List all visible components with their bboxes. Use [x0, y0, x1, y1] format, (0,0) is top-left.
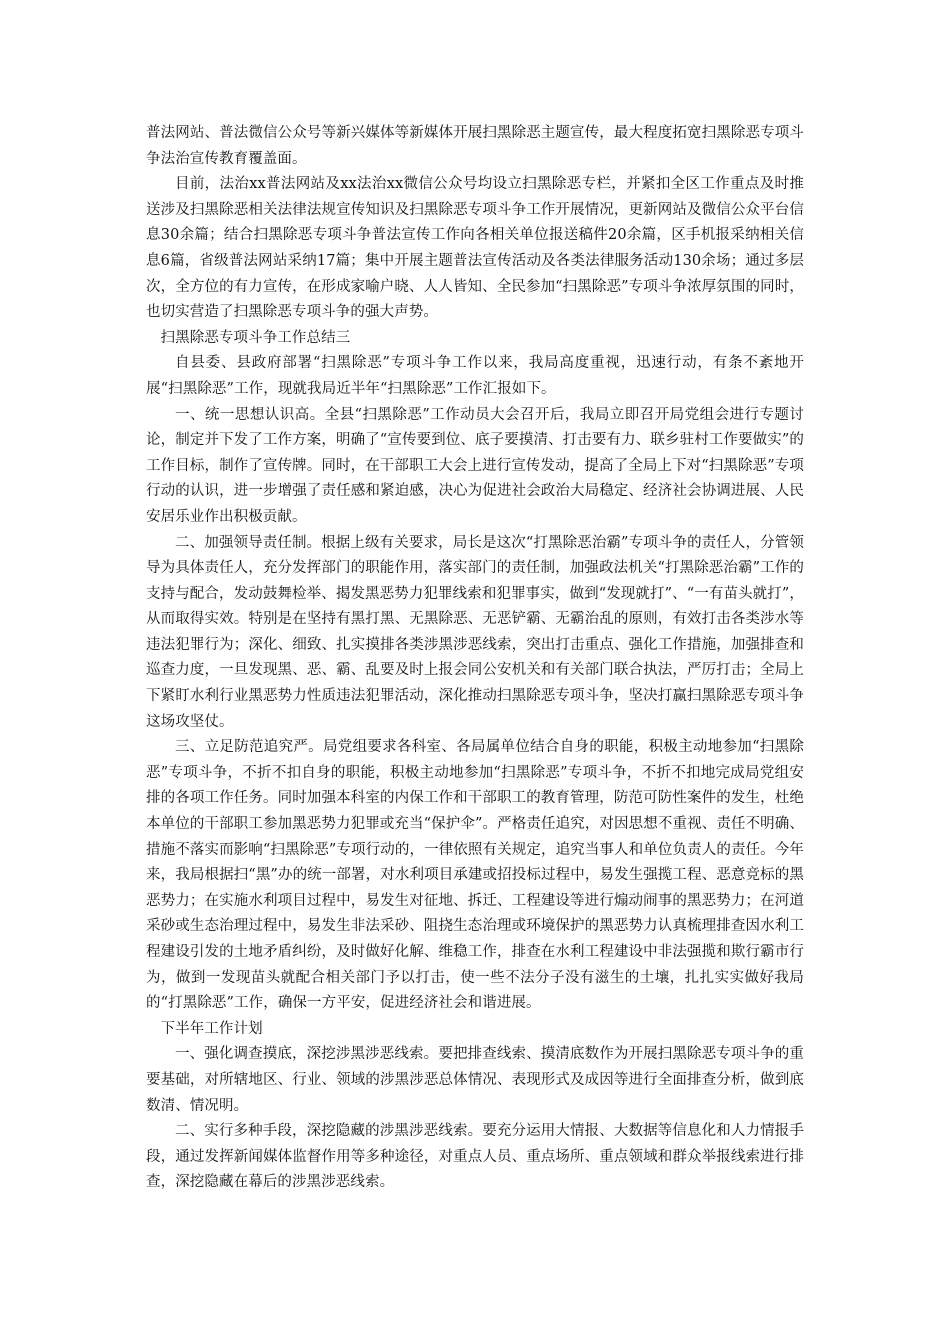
- paragraph-introduction: 自县委、县政府部署“扫黑除恶”专项斗争工作以来，我局高度重视，迅速行动，有条不紊地开展“扫黑除恶”工作，现就我局近半年“扫黑除恶”工作汇报如下。: [146, 355, 804, 397]
- paragraph-point-two: 二、加强领导责任制。根据上级有关要求，局长是这次“打黑除恶治霸”专项斗争的责任人，分管领导为具体责任人，充分发挥部门的职能作用，落实部门的责任制，加强政法机关“打黑除恶治霸”工作的支持与配合，发动鼓舞检举、揭发黑恶势力犯罪线索和犯罪事实，做到“发现就打”、“一有苗头就打”，从而取得实效。特别是在坚持有黑打黑、无黑除恶、无恶铲霸、无霸治乱的原则，有效打击各类涉水等违法犯罪行为；深化、细致、扎实摸排各类涉黑涉恶线索，突出打击重点、强化工作措施，加强排查和巡查力度，一旦发现黑、恶、霸、乱要及时上报会同公安机关和有关部门联合执法，严厉打击；全局上下紧盯水利行业黑恶势力性质违法犯罪活动，深化推动扫黑除恶专项斗争，坚决打赢扫黑除恶专项斗争这场攻坚仗。: [146, 534, 804, 730]
- document-body: [146, 121, 804, 1196]
- paragraph-point-three: 三、立足防范追究严。局党组要求各科室、各局属单位结合自身的职能，积极主动地参加“扫黑除恶”专项斗争，不折不扣自身的职能，积极主动地参加“扫黑除恶”专项斗争，不折不扣地完成局党组安排的各项工作任务。同时加强本科室的内保工作和干部职工的教育管理，防范可防性案件的发生，杜绝本单位的干部职工参加黑恶势力犯罪或充当“保护伞”。严格责任追究，对因思想不重视、责任不明确、措施不落实而影响“扫黑除恶”专项行动的，一律依照有关规定，追究当事人和单位负责人的责任。今年来，我局根据扫“黑”办的统一部署，对水利项目承建或招投标过程中，易发生强揽工程、恶意竞标的黑恶势力；在实施水利项目过程中，易发生对征地、拆迁、工程建设等进行煽动闹事的黑恶势力；在河道采砂或生态治理过程中，易发生非法采砂、阻挠生态治理或环境保护的黑恶势力认真梳理排查因水利工程建设引发的土地矛盾纠纷，及时做好化解、维稳工作，排查在水利工程建设中非法强揽和欺行霸市行为，做到一发现苗头就配合相关部门予以打击，使一些不法分子没有滋生的土壤，扎扎实实做好我局的“打黑除恶”工作，确保一方平安，促进经济社会和谐进展。: [146, 739, 804, 1012]
- paragraph-plan-two: 二、实行多种手段，深挖隐藏的涉黑涉恶线索。要充分运用大情报、大数据等信息化和人力情报手段，通过发挥新闻媒体监督作用等多种途径，对重点人员、重点场所、重点领域和群众举报线索进行排查，深挖隐藏在幕后的涉黑涉恶线索。: [146, 1123, 804, 1191]
- paragraph-plan-one: 一、强化调查摸底，深挖涉黑涉恶线索。要把排查线索、摸清底数作为开展扫黑除恶专项斗争的重要基础，对所辖地区、行业、领域的涉黑涉恶总体情况、表现形式及成因等进行全面排查分析，做到底数清、情况明。: [146, 1046, 804, 1114]
- paragraph-current-status: 目前，法治xx普法网站及xx法治xx微信公众号均设立扫黑除恶专栏，并紧扣全区工作重点及时推送涉及扫黑除恶相关法律法规宣传知识及扫黑除恶专项斗争工作开展情况，更新网站及微信公众平台信息30余篇；结合扫黑除恶专项斗争普法宣传工作向各相关单位报送稿件20余篇，区手机报采纳相关信息6篇，省级普法网站采纳17篇；集中开展主题普法宣传活动及各类法律服务活动130余场；通过多层次，全方位的有力宣传，在形成家喻户晓、人人皆知、全民参加“扫黑除恶”专项斗争浓厚氛围的同时，也切实营造了扫黑除恶专项斗争的强大声势。: [146, 176, 804, 321]
- section-title-summary-three: 扫黑除恶专项斗争工作总结三: [160, 329, 351, 346]
- paragraph-point-one: 一、统一思想认识高。全县“扫黑除恶”工作动员大会召开后，我局立即召开局党组会进行专题讨论，制定并下发了工作方案，明确了“宣传要到位、底子要摸清、打击要有力、联乡驻村工作要做实”的工作目标，制作了宣传牌。同时，在干部职工大会上进行宣传发动，提高了全局上下对“扫黑除恶”专项行动的认识，进一步增强了责任感和紧迫感，决心为促进社会政治大局稳定、经济社会协调进展、人民安居乐业作出积极贡献。: [146, 406, 804, 525]
- section-title-next-half-plan: 下半年工作计划: [160, 1020, 263, 1037]
- paragraph-continuation: 普法网站、普法微信公众号等新兴媒体等新媒体开展扫黑除恶主题宣传，最大程度拓宽扫黑除恶专项斗争法治宣传教育覆盖面。: [146, 125, 804, 167]
